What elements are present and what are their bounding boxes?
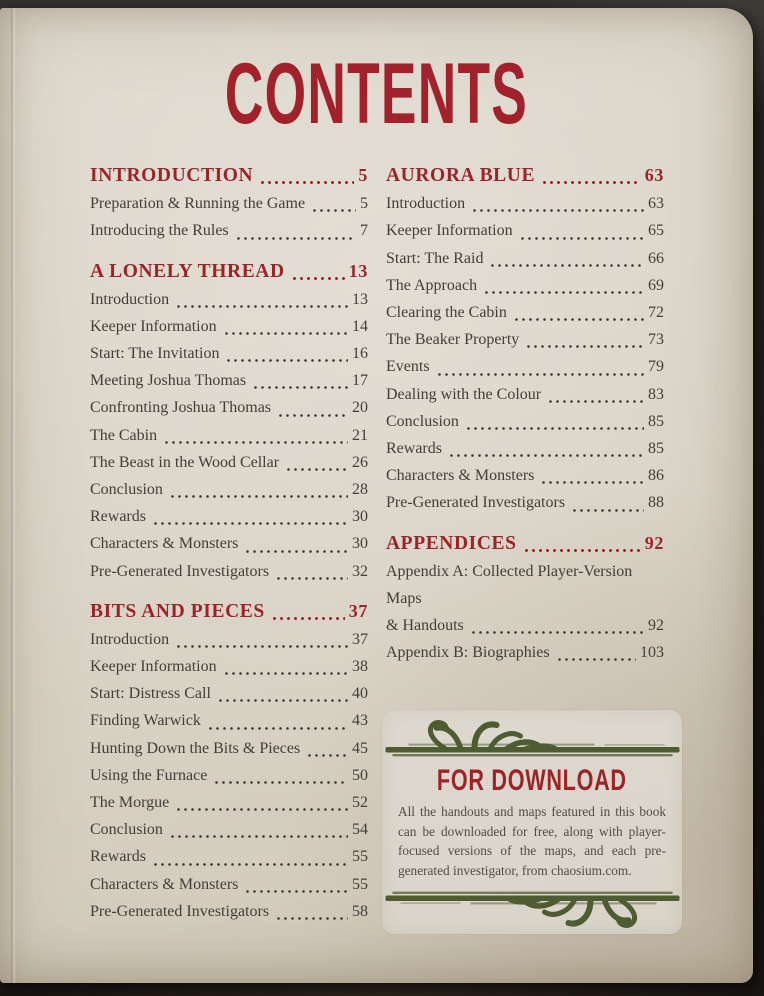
dot-leader	[291, 277, 345, 280]
toc-entry	[90, 558, 368, 585]
dot-leader	[235, 237, 356, 240]
toc-entry	[90, 286, 368, 313]
toc-section-page: 92	[644, 532, 664, 553]
dot-leader	[540, 481, 644, 484]
toc-entry-label: Start: The Invitation	[90, 344, 220, 362]
toc-entry	[386, 408, 664, 435]
toc-entry-page: 66	[648, 249, 664, 267]
toc-entry-label: The Beast in the Wood Cellar	[90, 453, 280, 471]
toc-entry-page: 92	[648, 616, 664, 634]
page-title: CONTENTS	[224, 46, 529, 142]
toc-entry-label: Introduction	[386, 195, 466, 213]
dot-leader	[259, 181, 354, 184]
toc-entry-page: 30	[352, 508, 368, 526]
toc-section-page: 5	[358, 165, 368, 186]
toc-entry-label: Finding Warwick	[90, 712, 201, 730]
toc-entry-page: 38	[352, 657, 368, 675]
toc-entry	[386, 462, 664, 489]
tentacle-ornament-icon	[375, 886, 690, 932]
toc-section-page: 37	[348, 600, 368, 621]
toc-entry	[386, 639, 664, 666]
toc-entry-label: Start: Distress Call	[90, 685, 211, 703]
toc-section-title: AURORA BLUE	[386, 165, 536, 187]
toc-entry	[90, 476, 368, 503]
toc-entry-page: 88	[648, 494, 664, 512]
toc-entry-page: 86	[648, 467, 664, 485]
toc-entry-page: 85	[648, 439, 664, 457]
dot-leader	[523, 549, 641, 552]
toc-entry-page: 85	[648, 412, 664, 430]
dot-leader	[277, 414, 348, 417]
dot-leader	[225, 359, 348, 362]
dot-leader	[311, 209, 356, 212]
toc-entry	[90, 653, 368, 680]
toc-entry-page: 32	[352, 562, 368, 580]
dot-leader	[163, 441, 348, 444]
toc-entry-label: Characters & Monsters	[386, 467, 535, 485]
toc-entry-label: Using the Furnace	[90, 766, 208, 784]
toc-entry-label: Introducing the Rules	[90, 222, 229, 240]
toc-section	[386, 529, 664, 667]
dot-leader	[217, 699, 348, 702]
toc-entry	[386, 558, 664, 612]
toc-entry	[90, 626, 368, 653]
toc-entry	[90, 449, 368, 476]
toc-entry-page: 63	[648, 195, 664, 213]
toc-entry-label: Hunting Down the Bits & Pieces	[90, 739, 301, 757]
dot-leader	[513, 318, 644, 321]
dot-leader	[275, 917, 348, 920]
toc-entry-label: Keeper Information	[386, 222, 513, 240]
toc-section	[90, 257, 368, 585]
toc-entry-page: 28	[352, 480, 368, 498]
toc-entry	[90, 503, 368, 530]
toc-entry-label: Introduction	[90, 290, 170, 308]
toc-entry-page: 55	[352, 848, 368, 866]
toc-entry-page: 55	[352, 875, 368, 893]
toc-entry-page: 26	[352, 453, 368, 471]
book-page	[0, 8, 753, 983]
dot-leader	[483, 291, 644, 294]
toc-entry-page: 65	[648, 222, 664, 240]
toc-entry-label: Conclusion	[90, 821, 163, 839]
toc-entry-label: Appendix A: Collected Player-Version Maps	[386, 562, 633, 607]
dot-leader	[175, 645, 348, 648]
toc-entry-label: Pre-Generated Investigators	[90, 902, 270, 920]
toc-section-title: A LONELY THREAD	[90, 260, 285, 282]
toc-entry	[90, 680, 368, 707]
toc-entry-label: Characters & Monsters	[90, 535, 239, 553]
dot-leader	[556, 658, 636, 661]
toc-entry-label: Meeting Joshua Thomas	[90, 372, 247, 390]
dot-leader	[275, 577, 348, 580]
toc-entry-label: Conclusion	[90, 480, 163, 498]
toc-entry-page: 21	[352, 426, 368, 444]
toc-entry-page: 72	[648, 303, 664, 321]
dot-leader	[571, 509, 644, 512]
toc-entry	[90, 816, 368, 843]
dot-leader	[152, 863, 348, 866]
toc-column-right	[386, 161, 664, 937]
toc-entry	[90, 735, 368, 762]
toc-section-heading	[90, 257, 368, 286]
toc-entry-page: 50	[352, 766, 368, 784]
dot-leader	[271, 617, 345, 620]
toc-entry	[386, 381, 664, 408]
toc-entry-page: 103	[640, 644, 664, 662]
toc-entry	[386, 435, 664, 462]
toc-entry-label: Clearing the Cabin	[386, 303, 507, 321]
toc-entry	[90, 190, 368, 217]
dot-leader	[244, 890, 348, 893]
dot-leader	[169, 495, 348, 498]
dot-leader	[223, 332, 348, 335]
toc-entry-label: Keeper Information	[90, 657, 217, 675]
dot-leader	[547, 400, 644, 403]
toc-entry-label: Start: The Raid	[386, 249, 484, 267]
toc-entry	[90, 422, 368, 449]
dot-leader	[525, 345, 644, 348]
toc-entry-label: Introduction	[90, 630, 170, 648]
toc-section	[90, 597, 368, 925]
toc-entry-label: The Approach	[386, 276, 478, 294]
toc-section-page: 13	[348, 260, 368, 281]
toc-entry-label: The Cabin	[90, 426, 158, 444]
toc-entry	[90, 313, 368, 340]
dot-leader	[436, 373, 644, 376]
toc-entry-page: 16	[352, 344, 368, 362]
toc-entry	[90, 871, 368, 898]
toc-section-title: BITS AND PIECES	[90, 600, 265, 622]
dot-leader	[169, 835, 348, 838]
dot-leader	[244, 550, 348, 553]
toc-entry	[386, 217, 664, 244]
dot-leader	[541, 181, 641, 184]
dot-leader	[213, 781, 348, 784]
toc-entry-page: 30	[352, 535, 368, 553]
toc-section-title: APPENDICES	[386, 532, 517, 554]
toc-entry-label: Rewards	[90, 508, 146, 526]
toc-section-heading	[90, 597, 368, 626]
toc-entry	[386, 489, 664, 516]
toc-entry-label: Keeper Information	[90, 317, 217, 335]
toc-entry-label: Preparation & Running the Game	[90, 195, 306, 213]
dot-leader	[175, 808, 348, 811]
download-box-title: FOR DOWNLOAD	[437, 764, 627, 798]
toc-entry-page: 54	[352, 821, 368, 839]
toc-section	[90, 161, 368, 244]
download-box-body: All the handouts and maps featured in this book can be downloaded for free, along with player-focused versions of the maps, and each pre-generated investigator, from chaosium.com.	[398, 804, 666, 878]
dot-leader	[465, 427, 644, 430]
toc-entry-page: 14	[352, 317, 368, 335]
toc-entry-page: 58	[352, 902, 368, 920]
dot-leader	[285, 468, 348, 471]
toc-entry-page: 7	[360, 222, 368, 240]
toc-entry-page: 73	[648, 331, 664, 349]
toc-entry-label: Characters & Monsters	[90, 875, 239, 893]
toc-entry-page: 45	[352, 739, 368, 757]
toc-entry-page: 20	[352, 399, 368, 417]
toc-section-heading	[386, 161, 664, 190]
toc-entry-label: Pre-Generated Investigators	[90, 562, 270, 580]
toc-entry-label: The Morgue	[90, 793, 170, 811]
toc-entry-page: 52	[352, 793, 368, 811]
dot-leader	[519, 237, 644, 240]
toc-entry-page: 5	[360, 195, 368, 213]
toc-entry	[90, 394, 368, 421]
toc-entry	[90, 707, 368, 734]
toc-section	[386, 161, 664, 516]
toc-entry-label: Conclusion	[386, 412, 459, 430]
toc-entry-label: Confronting Joshua Thomas	[90, 399, 272, 417]
toc-entry	[90, 898, 368, 925]
toc-entry-label: Appendix B: Biographies	[386, 644, 550, 662]
dot-leader	[448, 454, 644, 457]
toc-section-page: 63	[644, 165, 664, 186]
toc-entry	[90, 340, 368, 367]
toc-section-heading	[386, 529, 664, 558]
toc-entry-page: 69	[648, 276, 664, 294]
dot-leader	[152, 522, 348, 525]
dot-leader	[470, 631, 644, 634]
toc-entry	[386, 245, 664, 272]
toc-entry	[386, 272, 664, 299]
toc-entry	[386, 299, 664, 326]
toc-entry	[90, 217, 368, 244]
toc-entry-label: Events	[386, 358, 430, 376]
toc-entry-label: Rewards	[386, 439, 442, 457]
toc-entry-label: & Handouts	[386, 616, 464, 634]
toc-entry-page: 13	[352, 290, 368, 308]
dot-leader	[252, 386, 348, 389]
dot-leader	[489, 264, 644, 267]
toc-section-title: INTRODUCTION	[90, 165, 254, 187]
toc-section-heading	[90, 161, 368, 190]
tentacle-ornament-icon	[375, 716, 690, 762]
toc-entry-page: 17	[352, 372, 368, 390]
download-info-box	[382, 710, 682, 934]
toc-entry	[90, 789, 368, 816]
toc-entry	[90, 367, 368, 394]
toc-entry-page: 43	[352, 712, 368, 730]
toc-entry	[90, 530, 368, 557]
toc-entry-label: Dealing with the Colour	[386, 385, 542, 403]
toc-entry-label: Pre-Generated Investigators	[386, 494, 566, 512]
toc-entry-page: 83	[648, 385, 664, 403]
toc-entry-page: 37	[352, 630, 368, 648]
toc-entry	[90, 843, 368, 870]
toc-entry	[90, 762, 368, 789]
toc-entry-label: The Beaker Property	[386, 331, 520, 349]
dot-leader	[207, 727, 348, 730]
toc-entry	[386, 612, 664, 639]
toc-entry-label: Rewards	[90, 848, 146, 866]
toc-entry	[386, 190, 664, 217]
dot-leader	[471, 209, 644, 212]
toc-entry-page: 40	[352, 685, 368, 703]
toc-entry-page: 79	[648, 358, 664, 376]
dot-leader	[306, 754, 348, 757]
table-of-contents	[0, 161, 753, 937]
toc-entry	[386, 353, 664, 380]
toc-column-left	[90, 161, 368, 937]
toc-entry	[386, 326, 664, 353]
dot-leader	[223, 672, 348, 675]
dot-leader	[175, 305, 348, 308]
